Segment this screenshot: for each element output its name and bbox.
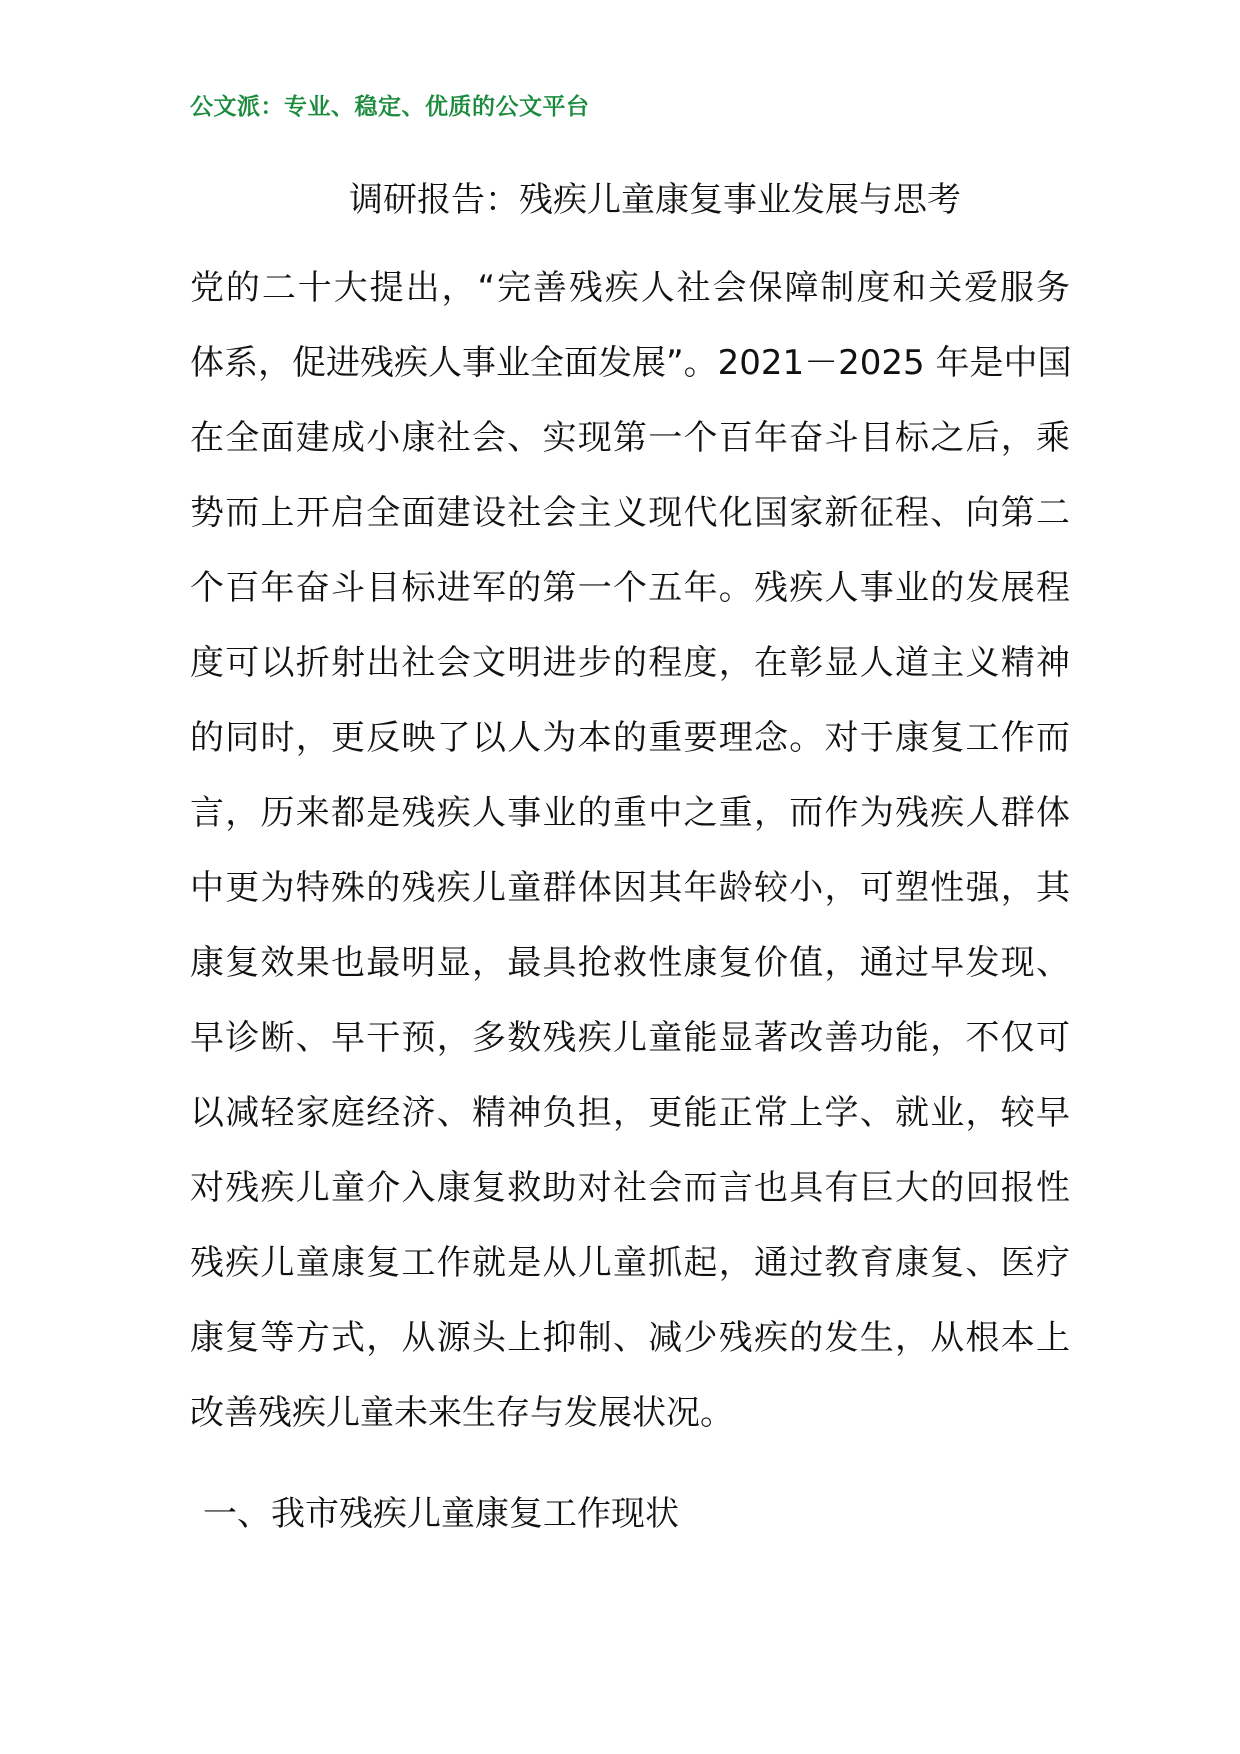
paragraph-line: 康复效果也最明显，最具抢救性康复价值，通过早发现、: [190, 943, 1070, 983]
paragraph-line: 度可以折射出社会文明进步的程度，在彰显人道主义精神: [190, 643, 1070, 683]
paragraph-line: 党的二十大提出，“完善残疾人社会保障制度和关爱服务: [190, 268, 1070, 308]
paragraph-line: 个百年奋斗目标进军的第一个五年。残疾人事业的发展程: [190, 568, 1070, 608]
paragraph-line: 在全面建成小康社会、实现第一个百年奋斗目标之后，乘: [190, 418, 1070, 458]
paragraph-line: 对残疾儿童介入康复救助对社会而言也具有巨大的回报性: [190, 1168, 1070, 1208]
paragraph-line: 残疾儿童康复工作就是从儿童抓起，通过教育康复、医疗: [190, 1243, 1070, 1283]
paragraph-line: 中更为特殊的残疾儿童群体因其年龄较小，可塑性强，其: [190, 868, 1070, 908]
site-header-slogan: 公文派：专业、稳定、优质的公文平台: [190, 93, 590, 120]
paragraph-line: 势而上开启全面建设社会主义现代化国家新征程、向第二: [190, 493, 1070, 533]
document-title: 调研报告：残疾儿童康复事业发展与思考: [349, 180, 961, 220]
paragraph-line: 言，历来都是残疾人事业的重中之重，而作为残疾人群体: [190, 793, 1070, 833]
paragraph-line: 以减轻家庭经济、精神负担，更能正常上学、就业，较早: [190, 1093, 1070, 1133]
paragraph-line: 早诊断、早干预，多数残疾儿童能显著改善功能，不仅可: [190, 1018, 1070, 1058]
section-heading: 一、我市残疾儿童康复工作现状: [203, 1494, 679, 1534]
paragraph-line: 康复等方式，从源头上抑制、减少残疾的发生，从根本上: [190, 1318, 1070, 1358]
paragraph-line: 改善残疾儿童未来生存与发展状况。: [190, 1393, 734, 1433]
paragraph-line: 的同时，更反映了以人为本的重要理念。对于康复工作而: [190, 718, 1070, 758]
paragraph-line: 体系，促进残疾人事业全面发展”。2021－2025 年是中国: [190, 343, 1072, 383]
body-paragraph: [190, 262, 1070, 1462]
